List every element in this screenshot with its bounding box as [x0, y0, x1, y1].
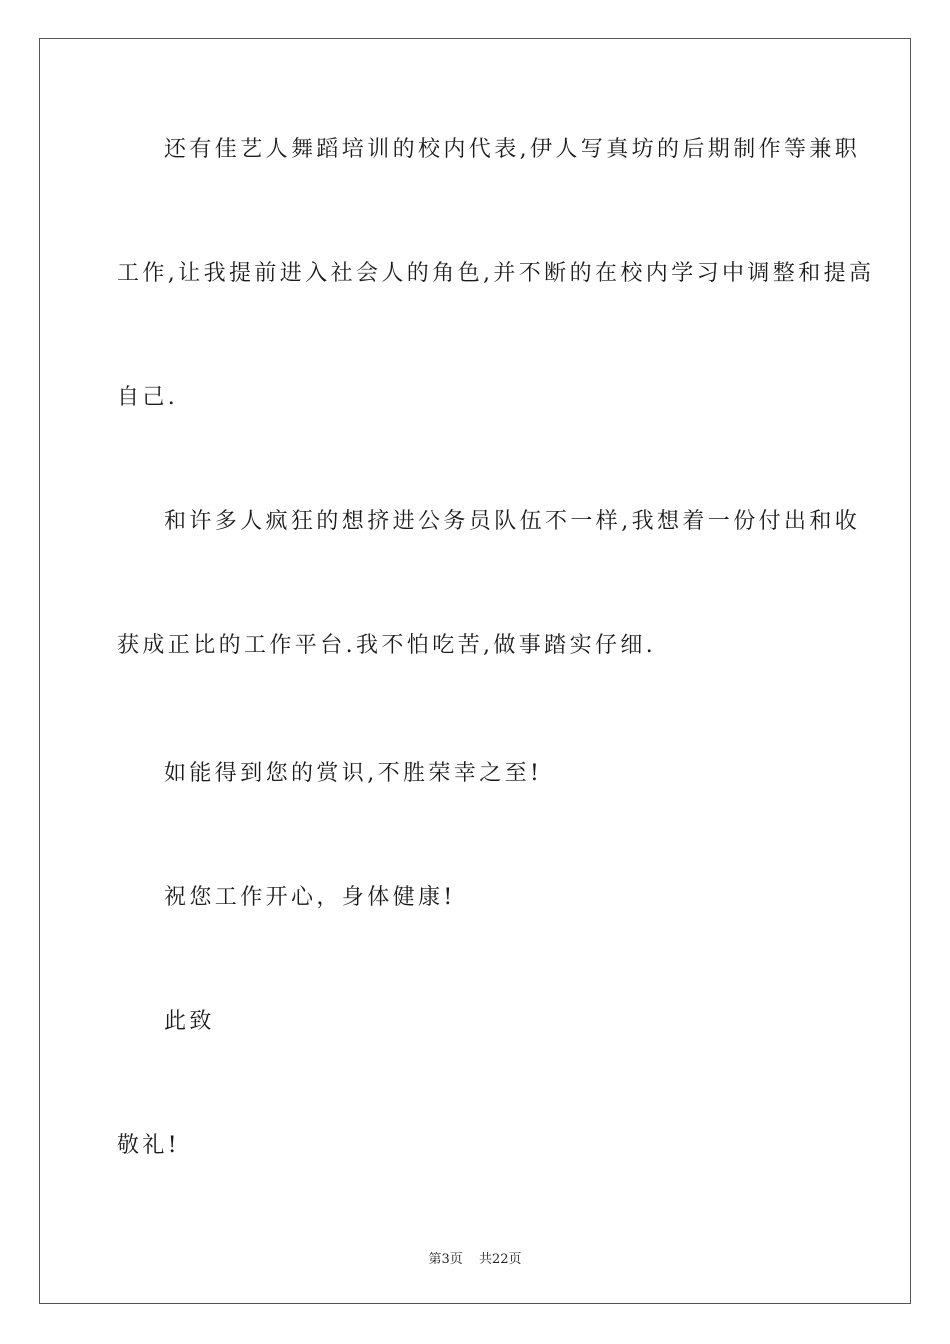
paragraph-1-line-1: 还有佳艺人舞蹈培训的校内代表,伊人写真坊的后期制作等兼职: [164, 137, 861, 162]
page-number: 第3页: [428, 1252, 463, 1267]
paragraph-1-line-3: 自己.: [117, 385, 179, 410]
paragraph-2-line-2: 获成正比的工作平台.我不怕吃苦,做事踏实仔细.: [117, 633, 657, 658]
page-border: [39, 38, 911, 1304]
closing-salutation: 此致: [164, 1009, 215, 1034]
page-footer: [0, 1248, 950, 1267]
paragraph-3-line-1: 如能得到您的赏识,不胜荣幸之至!: [164, 761, 543, 786]
closing-wish: 祝您工作开心，身体健康!: [164, 885, 456, 910]
paragraph-1-line-2: 工作,让我提前进入社会人的角色,并不断的在校内学习中调整和提高: [117, 261, 875, 286]
paragraph-2-line-1: 和许多人疯狂的想挤进公务员队伍不一样,我想着一份付出和收: [164, 509, 861, 534]
page-total: 共22页: [478, 1252, 522, 1267]
closing-regards: 敬礼!: [117, 1133, 181, 1158]
